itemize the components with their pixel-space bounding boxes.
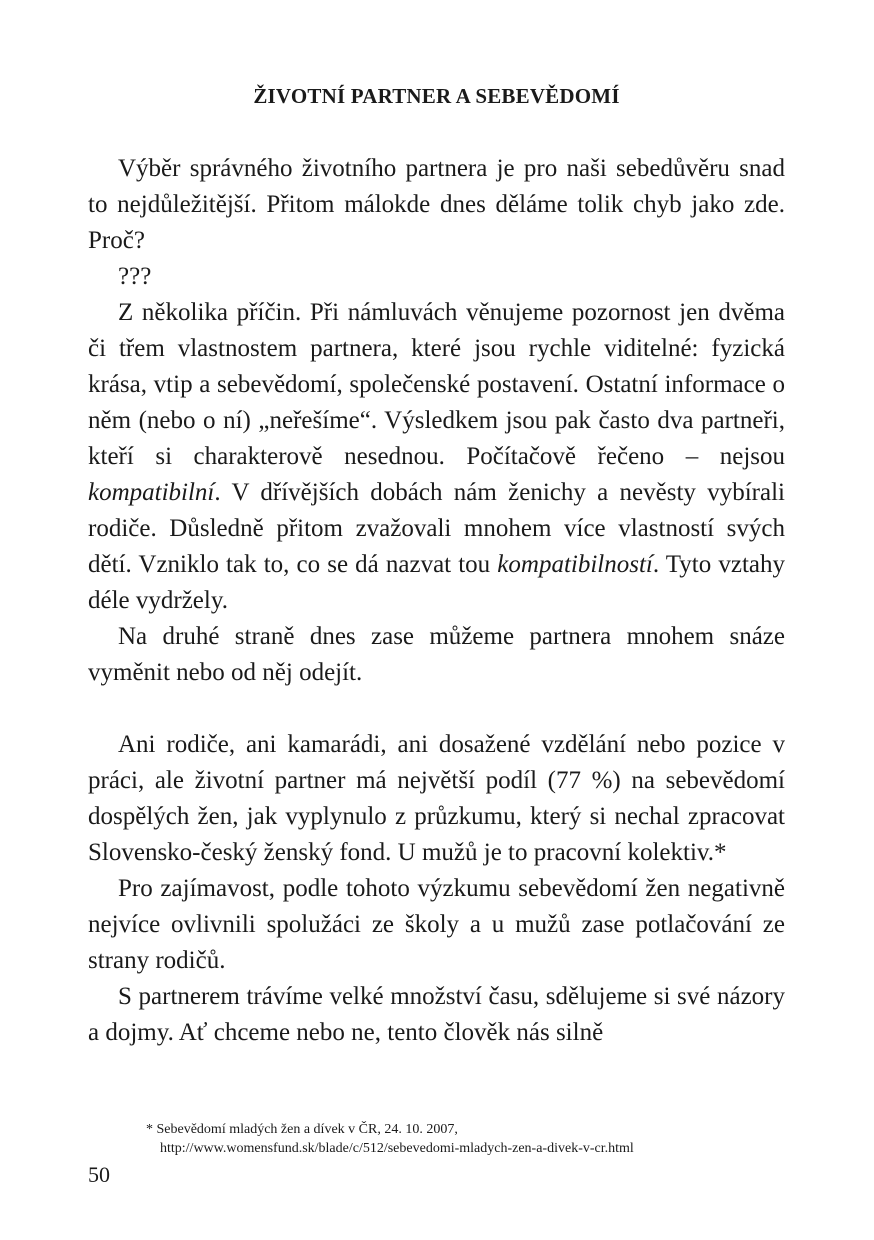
page-number: 50 <box>88 1162 110 1187</box>
footnote-citation: * Sebevědomí mladých žen a dívek v ČR, 24. 10. 2007, <box>146 1122 458 1137</box>
paragraph-text: . Tyto vztahy déle vydržely. <box>88 551 785 614</box>
chapter-title: ŽIVOTNÍ PARTNER A SEBEVĚDOMÍ <box>253 84 620 108</box>
footnote <box>146 1120 786 1158</box>
paragraph-text: Výběr správného životního partnera je pro naši sebedůvěru snad to nejdůležitější. Přitom málokde dnes děláme tolik chyb jako zde. Proč? <box>88 155 785 254</box>
footnote-url: http://www.womensfund.sk/blade/c/512/sebevedomi-mladych-zen-a-divek-v-cr.html <box>160 1141 634 1156</box>
italic-term: kompatibilností <box>497 551 653 578</box>
book-page <box>88 0 785 1240</box>
paragraph-text: ??? <box>118 263 152 290</box>
paragraph-text: Ani rodiče, ani kamarádi, ani dosažené vzdělání nebo pozice v práci, ale životní partner má největší podíl (77 %) na sebevědomí dospělých žen, jak vyplynulo z průzkumu, který si nechal zpracovat Slovensko-český ženský fond. U mužů je to pracovní kolektiv.* <box>88 731 785 866</box>
body-text <box>88 151 785 1051</box>
paragraph <box>88 619 785 691</box>
italic-term: kompatibilní <box>88 479 215 506</box>
paragraph-text: . V dřívějších dobách nám ženichy a nevěsty vybírali rodiče. Důsledně přitom zvažovali mnohem více vlastností svých dětí. Vzniklo tak to, co se dá nazvat tou <box>88 479 785 578</box>
paragraph-text: S partnerem trávíme velké množství času, sdělujeme si své názory a dojmy. Ať chceme nebo ne, tento člověk nás silně <box>88 983 785 1046</box>
paragraph <box>88 979 785 1051</box>
paragraph-text: Pro zajímavost, podle tohoto výzkumu sebevědomí žen negativně nejvíce ovlivnili spolužáci ze školy a u mužů zase potlačování ze strany rodičů. <box>88 875 785 974</box>
paragraph <box>88 151 785 259</box>
paragraph <box>88 295 785 619</box>
paragraph-text: Na druhé straně dnes zase můžeme partnera mnohem snáze vyměnit nebo od něj odejít. <box>88 623 785 686</box>
paragraph <box>88 727 785 871</box>
paragraph <box>88 259 785 295</box>
paragraph-text: Z několika příčin. Při námluvách věnujeme pozornost jen dvěma či třem vlastnostem partnera, které jsou rychle viditelné: fyzická krása, vtip a sebevědomí, společenské postavení. Ostatní informace o něm (nebo o ní) „neřešíme“. Výsledkem jsou pak často dva partneři, kteří si charakterově nesednou. Počítačově řečeno – nejsou <box>88 299 785 470</box>
paragraph <box>88 871 785 979</box>
